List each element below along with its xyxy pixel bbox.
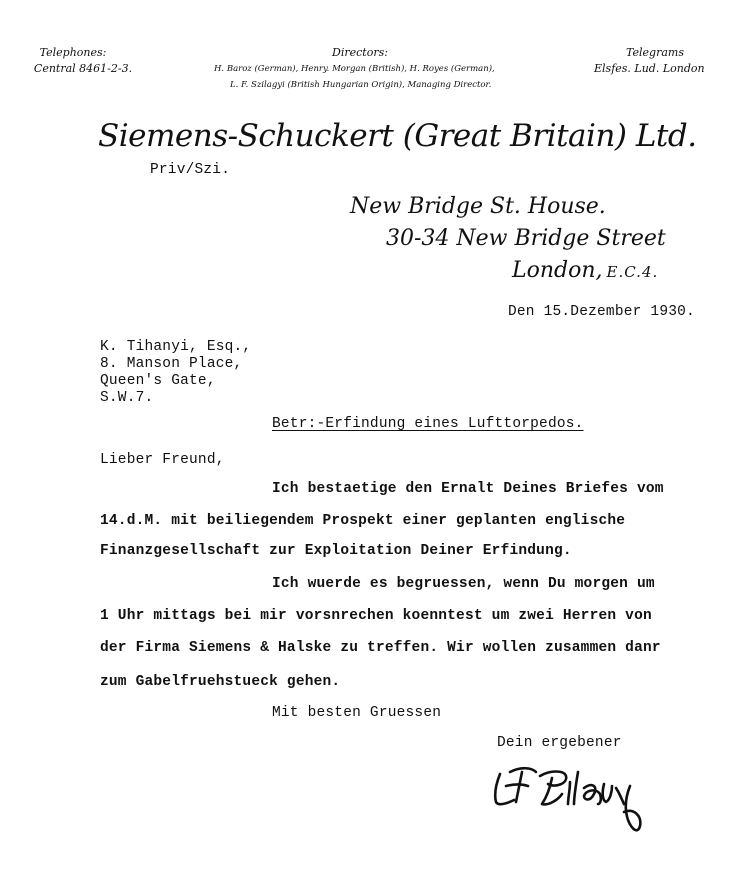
handwritten-signature [488, 760, 658, 840]
recipient-line-2: 8. Manson Place, [100, 356, 243, 372]
letter-valediction: Dein ergebener [497, 735, 622, 751]
address-line-1: New Bridge St. House. [350, 194, 606, 219]
company-name: Siemens-Schuckert (Great Britain) Ltd. [98, 118, 697, 154]
directors-line-2: L. F. Szilagyi (British Hungarian Origin), Managing Director. [230, 80, 492, 90]
body-line-6: der Firma Siemens & Halske zu treffen. Wir wollen zusammen danr [100, 640, 661, 656]
address-line-2: 30-34 New Bridge Street [386, 226, 666, 251]
letter-date: Den 15.Dezember 1930. [508, 304, 695, 320]
body-line-4: Ich wuerde es begruessen, wenn Du morgen um [272, 576, 655, 592]
telephones-label: Telephones: [39, 46, 107, 59]
body-line-2: 14.d.M. mit beiliegendem Prospekt einer geplanten englische [100, 513, 626, 529]
body-line-3: Finanzgesellschaft zur Exploitation Deiner Erfindung. [100, 543, 572, 559]
letter-reference: Priv/Szi. [150, 162, 231, 178]
address-city-line [512, 258, 658, 283]
directors-line-1: H. Baroz (German), Henry. Morgan (British), H. Royes (German), [214, 64, 495, 74]
telegrams-value: Elsfes. Lud. London [594, 62, 705, 75]
directors-label: Directors: [332, 46, 388, 59]
telegrams-label: Telegrams [626, 46, 684, 59]
body-line-1: Ich bestaetige den Ernalt Deines Briefes vom [272, 481, 664, 497]
body-line-7: zum Gabelfruehstueck gehen. [100, 674, 341, 690]
telephones-value: Central 8461-2-3. [33, 62, 133, 75]
letter-salutation: Lieber Freund, [100, 452, 225, 468]
letter-subject: Betr:-Erfindung eines Lufttorpedos. [272, 416, 584, 432]
recipient-line-3: Queen's Gate, [100, 373, 216, 389]
letter-closing: Mit besten Gruessen [272, 705, 442, 721]
address-city: London, [512, 258, 603, 283]
address-postcode: E.C.4. [606, 263, 659, 281]
body-line-5: 1 Uhr mittags bei mir vorsnrechen koenntest um zwei Herren von [100, 608, 652, 624]
recipient-line-1: K. Tihanyi, Esq., [100, 339, 252, 355]
recipient-line-4: S.W.7. [100, 390, 154, 406]
